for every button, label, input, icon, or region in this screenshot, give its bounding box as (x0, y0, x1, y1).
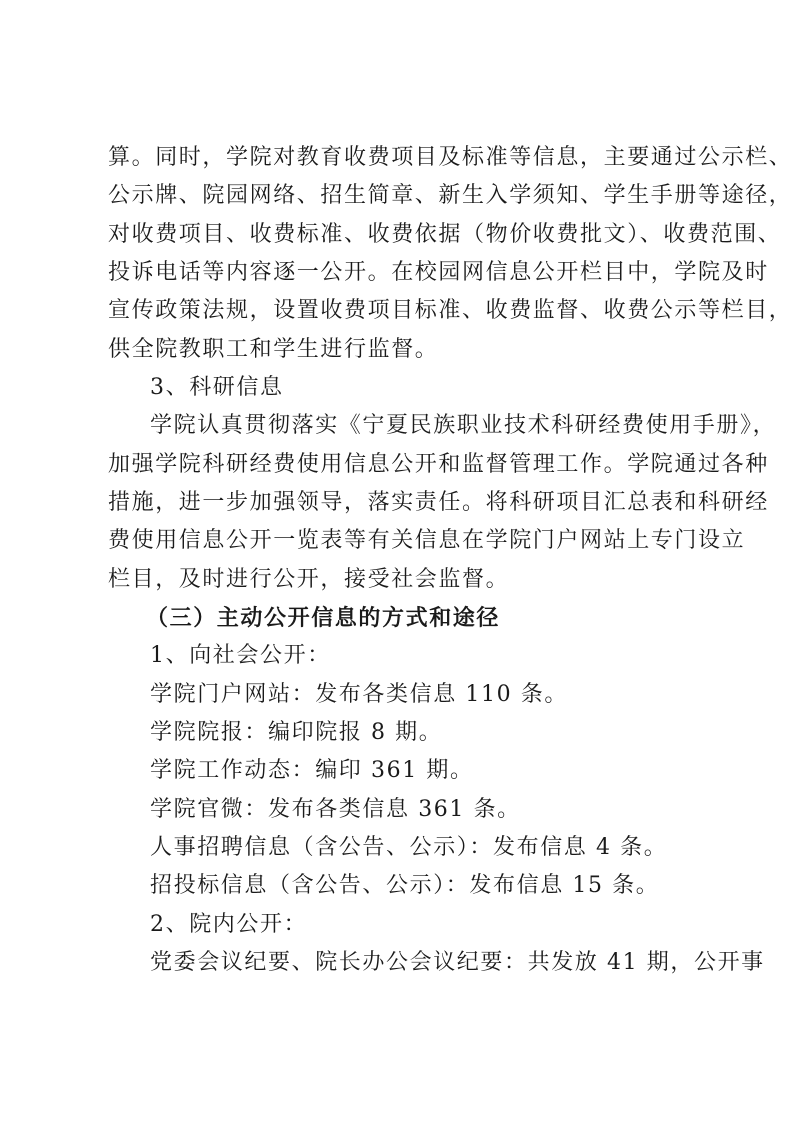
list-item: 招投标信息（含公告、公示）：发布信息 15 条。 (150, 873, 660, 898)
list-item: 学院门户网站：发布各类信息 110 条。 (150, 682, 568, 707)
paragraph-line: 栏目，及时进行公开，接受社会监督。 (108, 567, 510, 592)
paragraph-line: 公示牌、院园网络、招生简章、新生入学须知、学生手册等途径， (108, 183, 793, 208)
paragraph-line: 投诉电话等内容逐一公开。在校园网信息公开栏目中，学院及时 (108, 260, 769, 285)
paragraph-line: 党委会议纪要、院长办公会议纪要：共发放 41 期，公开事 (150, 950, 765, 975)
paragraph-line: 加强学院科研经费使用信息公开和监督管理工作。学院通过各种 (108, 452, 769, 477)
list-item: 学院院报：编印院报 8 期。 (150, 720, 443, 745)
paragraph-line: 宣传政策法规，设置收费项目标准、收费监督、收费公示等栏目， (108, 298, 793, 323)
list-item: 人事招聘信息（含公告、公示）：发布信息 4 条。 (150, 835, 668, 860)
list-item: 学院工作动态：编印 361 期。 (150, 758, 474, 783)
paragraph-line: 措施，进一步加强领导，落实责任。将科研项目汇总表和科研经 (108, 490, 769, 515)
sub-heading: 2、院内公开： (150, 912, 308, 937)
section-heading-bold: （三）主动公开信息的方式和途径 (146, 605, 501, 631)
sub-heading: 1、向社会公开： (150, 643, 331, 668)
paragraph-line: 算。同时，学院对教育收费项目及标准等信息，主要通过公示栏、 (108, 145, 793, 170)
paragraph-line: 对收费项目、收费标准、收费依据（物价收费批文）、收费范围、 (108, 222, 782, 247)
paragraph-line: 供全院教职工和学生进行监督。 (108, 337, 439, 362)
paragraph-line: 学院认真贯彻落实《宁夏民族职业技术科研经费使用手册》， (150, 413, 777, 438)
section-heading: 3、科研信息 (150, 375, 284, 400)
paragraph-line: 费使用信息公开一览表等有关信息在学院门户网站上专门设立 (108, 528, 746, 553)
list-item: 学院官微：发布各类信息 361 条。 (150, 797, 521, 822)
